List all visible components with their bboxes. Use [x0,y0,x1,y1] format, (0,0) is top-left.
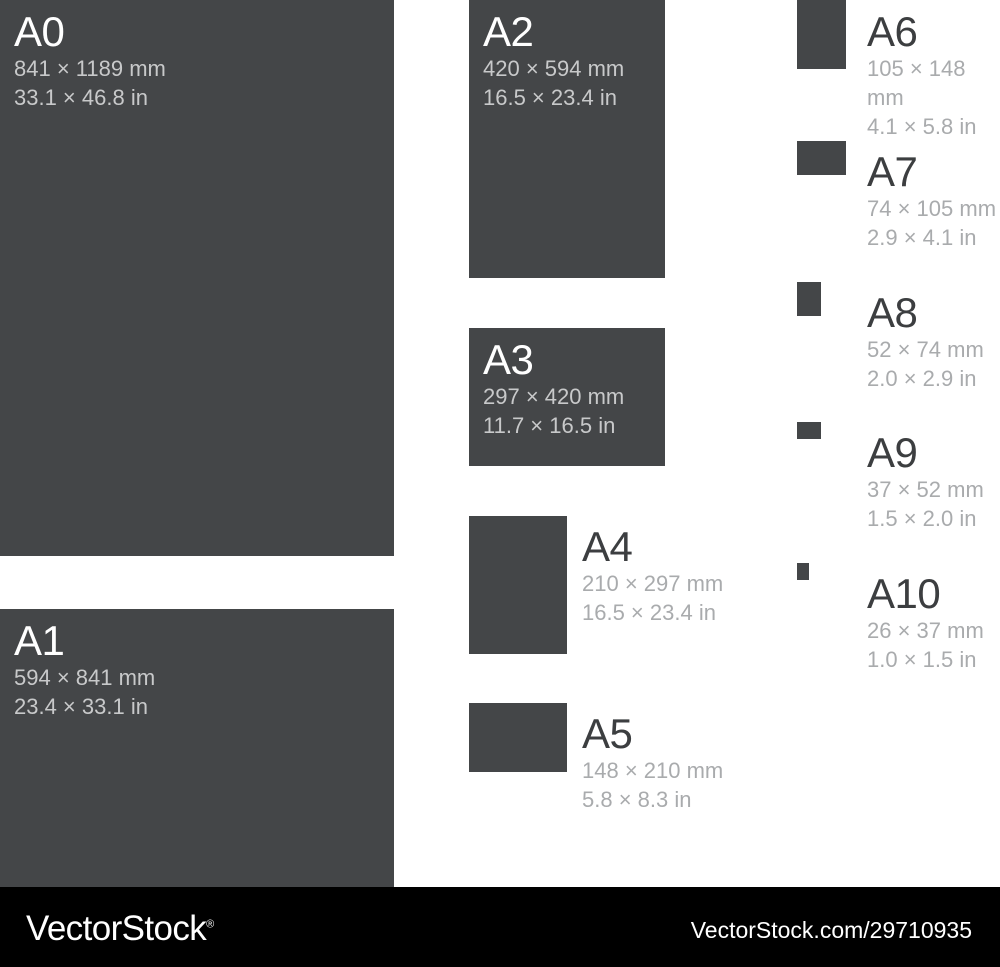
size-mm: 210 × 297 mm [582,571,724,596]
size-mm: 74 × 105 mm [867,196,997,221]
registered-mark: ® [206,918,214,931]
size-name: A10 [867,570,941,617]
size-mm: 594 × 841 mm [14,665,156,690]
size-name: A1 [14,617,65,664]
size-inch: 16.5 × 23.4 in [582,600,716,625]
size-inch: 1.5 × 2.0 in [867,506,977,531]
size-name: A7 [867,148,918,195]
size-name: A5 [582,710,633,757]
size-inch: 23.4 × 33.1 in [14,694,148,719]
size-inch: 16.5 × 23.4 in [483,85,617,110]
size-inch: 5.8 × 8.3 in [582,787,692,812]
size-inch: 33.1 × 46.8 in [14,85,148,110]
sheet-a7 [797,141,846,175]
size-inch: 1.0 × 1.5 in [867,647,977,672]
size-mm: 105 × 148 mm [867,56,966,110]
sheet-a6 [797,0,846,69]
image-credit: VectorStock.com/29710935 [690,917,972,943]
size-name: A8 [867,289,918,336]
label-a2 [483,10,624,112]
size-name: A0 [14,8,65,55]
sheet-a9 [797,422,821,439]
size-inch: 2.0 × 2.9 in [867,366,977,391]
watermark-footer [0,887,1000,967]
brand-logo [26,909,214,949]
size-mm: 26 × 37 mm [867,618,984,643]
size-mm: 37 × 52 mm [867,477,984,502]
size-mm: 841 × 1189 mm [14,56,166,81]
brand-name: VectorStock [26,909,207,948]
sheet-a5 [469,703,567,772]
size-mm: 297 × 420 mm [483,384,625,409]
size-inch: 2.9 × 4.1 in [867,225,977,250]
size-name: A6 [867,8,918,55]
sheet-a10 [797,563,809,580]
size-name: A4 [582,523,633,570]
label-a5 [582,712,723,814]
label-a10 [867,572,984,674]
size-name: A2 [483,8,534,55]
size-inch: 4.1 × 5.8 in [867,114,977,139]
label-a0 [14,10,166,112]
label-a8 [867,291,984,393]
size-mm: 148 × 210 mm [582,758,724,783]
size-mm: 52 × 74 mm [867,337,984,362]
label-a1 [14,619,155,721]
size-inch: 11.7 × 16.5 in [483,413,616,438]
label-a6 [867,10,1000,141]
label-a9 [867,431,984,533]
size-mm: 420 × 594 mm [483,56,625,81]
label-a7 [867,150,996,252]
sheet-a4 [469,516,567,654]
sheet-a8 [797,282,821,316]
size-name: A9 [867,429,918,476]
size-name: A3 [483,336,534,383]
label-a4 [582,525,723,627]
label-a3 [483,338,624,440]
